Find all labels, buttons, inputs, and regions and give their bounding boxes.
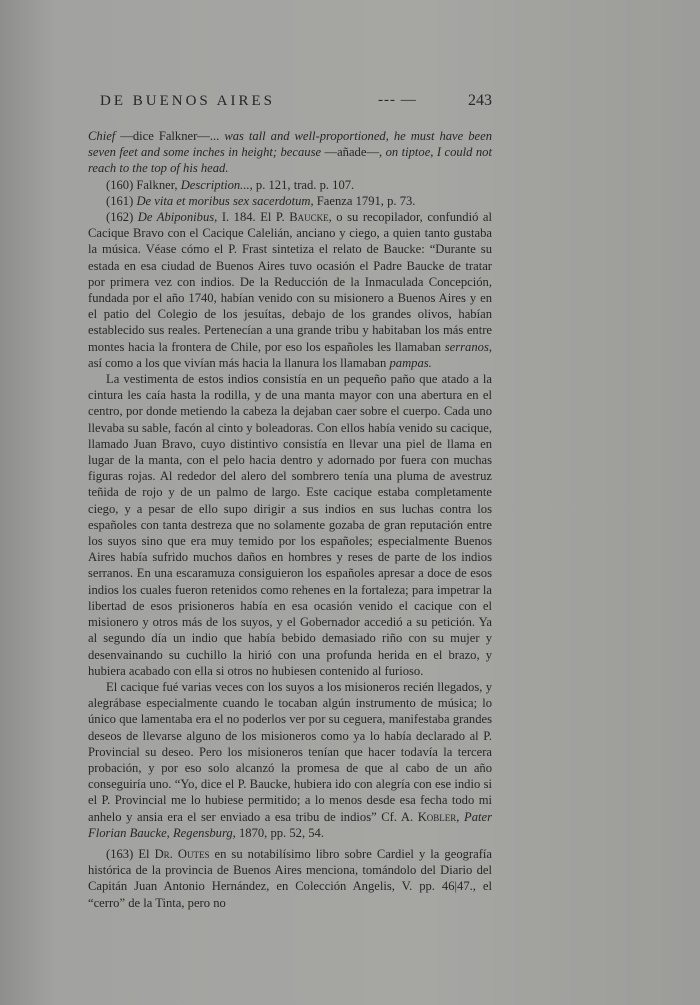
text-segment: I. 184. El P. bbox=[217, 210, 290, 225]
running-title: DE BUENOS AIRES bbox=[100, 93, 276, 109]
text-segment: 1870, pp. 52, 54. bbox=[235, 825, 324, 840]
footnote-162 bbox=[88, 209, 492, 371]
text-segment: en su notabilísimo libro sobre Cardiel y la geografía histórica de la provincia de Buenos Aires menciona, tomándolo del Diario del Capitán Juan Antonio Hernández, en Colección Angelis, V. pp. 46|47., el “cerro” de la Tinta, pero no bbox=[88, 846, 492, 910]
running-header bbox=[100, 90, 492, 116]
text-segment: De Abiponibus, bbox=[137, 210, 218, 225]
text-segment: La vestimenta de estos indios consistía en un pequeño paño que atado a la cintura les caía hasta la rodilla, y de una manta mayor con una abertura en el centro, por donde metiendo la cabeza la dejaban caer sobre el cuerpo. Cada uno llevaba su sable, facón al cinto y boleadoras. Con ellos había venido su cacique, llamado Juan Bravo, cuyo distintivo consistía en llevar una piel de llama en lugar de la manta, con el pelo hacia dentro y adornado por fuera con muchas figuras rojas. Al rededor del alero del sombrero tenía una pluma de avestruz teñida de rojo y de un palmo de largo. Este cacique estaba completamente ciego, y a pesar de ello supo dirigir a sus indios en sus luchas contra los españoles con tanta destreza que no solamente gozaba de gran reputación entre los suyos sino que era muy temido por los españoles; especialmente Buenos Aires había sufrido muchos daños en hombres y reses de parte de los indios serranos. En una escaramuza consiguieron los españoles apresar a doce de esos indios los cuales fueron retenidos como rehenes en la fortaleza; para impetrar la libertad de esos prisioneros había en esa ocasión venido el cacique con el misionero y otros más de los suyos, y el Gobernador accedió a su petición. Ya al segundo día un indio que había bebido demasiado riño con su mujer y desenvainando su cuchillo la hirió con una profunda herida en el brazo, y hubiera acabado con ella si otros no hubiesen contenido al furioso. bbox=[88, 372, 492, 678]
text-segment: (163) El bbox=[106, 846, 155, 861]
paragraph-vestimenta bbox=[88, 371, 492, 679]
text-segment: —dice Falkner—... bbox=[115, 129, 225, 143]
text-segment: —añade—, bbox=[321, 145, 386, 160]
footnote-161 bbox=[88, 193, 492, 209]
text-segment: Dr. Outes bbox=[154, 846, 210, 861]
text-segment: así como a los que vivían más hacia la llanura los llamaban bbox=[88, 355, 390, 370]
text-segment: pampas. bbox=[389, 355, 432, 370]
page-number: 243 bbox=[468, 92, 492, 109]
text-segment: Baucke bbox=[289, 210, 329, 225]
text-segment: Kobler bbox=[417, 809, 457, 824]
text-segment: , o su recopilador, confundió al Cacique Bravo con el Cacique Calelián, anciano y ciego, a quien tanto gustaba la música. Véase cómo el P. Frast sintetiza el relato de Baucke: “Durante su estada en esa ciudad de Buenos Aires tuvo ocasión el Padre Baucke de tratar por primera vez con indios. De la Reducción de la Inmaculada Concepción, fundada por el año 1740, habían venido con su misionero a Buenos Aires y en el patio del Colegio de los jesuítas, debajo de los grandes olivos, habían establecido sus reales. Pertenecían a una grande tribu y habitaban los más entre montes hacia la frontera de Chile, por eso los españoles les llamaban bbox=[88, 210, 492, 354]
text-segment: serranos, bbox=[444, 339, 492, 354]
paragraph-cacique bbox=[88, 679, 492, 841]
page-body bbox=[88, 128, 492, 911]
text-segment: Faenza 1791, p. 73. bbox=[313, 193, 416, 208]
text-segment: Pater Florian Baucke, Regensburg, bbox=[88, 809, 492, 840]
header-dashes: --- — bbox=[378, 92, 417, 108]
quote-paragraph bbox=[88, 128, 492, 177]
text-segment: on tiptoe, I could not reach to the top of his head. bbox=[88, 145, 492, 176]
text-segment: Chief bbox=[88, 129, 116, 143]
text-segment: (161) bbox=[106, 193, 137, 208]
text-segment: (160) Falkner, bbox=[106, 177, 181, 192]
text-segment: (162) bbox=[106, 210, 138, 225]
text-segment: , bbox=[456, 809, 465, 824]
text-segment: De vita et moribus sex sacerdotum, bbox=[136, 193, 314, 208]
text-segment: Description..., bbox=[180, 177, 253, 192]
text-segment: El cacique fué varias veces con los suyos a los misioneros recién llegados, y alegrábase especialmente cuando le tocaban algún instrumento de música; lo único que lamentaba era el no poderlos ver por su ceguera, manifestaba grandes deseos de llevarse alguno de los misioneros como ya lo había declarado al P. Provincial su deseo. Pero los misioneros tenían que hacer todavía la tercera probación, y por eso solo alcanzó la promesa de que al cabo de un año conseguiría uno. “Yo, dice el P. Baucke, hubiera ido con alegría con ese indio si el P. Provincial me lo hubiese permitido; a lo menos desde esa fecha todo mi anhelo y ansia era el ser enviado a esa tribu de indios” Cf. A. bbox=[88, 679, 492, 824]
footnote-163 bbox=[88, 846, 492, 911]
text-segment: p. 121, trad. p. 107. bbox=[252, 177, 355, 192]
text-segment: was tall and well-proportioned, he must have been seven feet and some inches in height; because bbox=[88, 129, 492, 160]
footnote-160 bbox=[88, 177, 492, 193]
